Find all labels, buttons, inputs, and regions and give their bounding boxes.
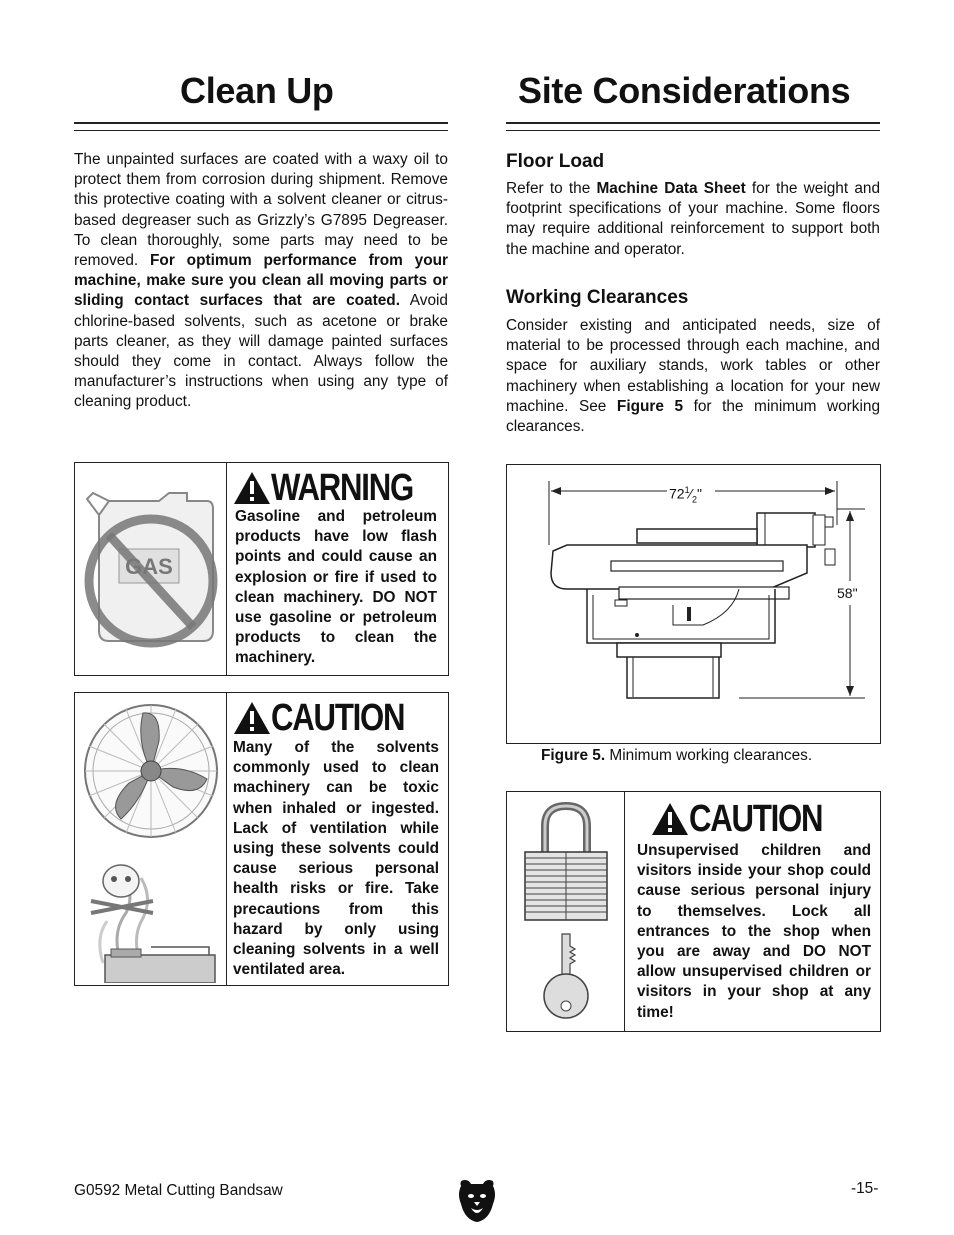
title-rule-left [74, 122, 448, 124]
caution-text-solvents: Many of the solvents commonly used to clean machinery can be toxic when inhaled or ingested. Lack of ventilation while using these solvents could cause serious personal health risks or fire. Take precautions from this hazard by only using cleaning solvents in a well ventilated area. [233, 739, 439, 979]
warning-signal-word: WARNING [233, 469, 444, 507]
footer-page-number: -15- [851, 1180, 879, 1197]
working-clearances-paragraph: Consider existing and anticipated needs, size of material to be processed through each machine, and space for auxiliary stands, work tables or other machinery when establishing a location for your new machine. See Figure 5 for the minimum working clearances. [506, 317, 881, 436]
page-title-site-considerations: Site Considerations [518, 70, 851, 111]
depth-dimension-label: 58" [837, 585, 858, 601]
alert-triangle-icon [233, 701, 271, 735]
floor-load-paragraph: Refer to the Machine Data Sheet for the weight and footprint specifications of your machine. Some floors may require additional reinforcement to support both the machine and operator. [506, 180, 881, 258]
caution-box-children [506, 791, 881, 1032]
caution-signal-word-left: CAUTION [233, 699, 434, 737]
warning-box [74, 462, 449, 676]
fan-icon [81, 701, 221, 841]
gas-label: GAS [125, 554, 173, 579]
title-rule-right [506, 122, 880, 124]
footer-model: G0592 Metal Cutting Bandsaw [74, 1182, 283, 1199]
width-dimension-label: $72^1⁄_2$" [669, 485, 702, 505]
figure-5-caption: Figure 5. Minimum working clearances. [541, 747, 813, 764]
alert-triangle-icon [233, 471, 271, 505]
floor-load-heading: Floor Load [506, 151, 605, 172]
warning-text: Gasoline and petroleum products have low flash points and could cause an explosion or fire if used to clean machinery. DO NOT use gasoline or petroleum products to clean the machinery. [235, 508, 437, 667]
caution-signal-word-right: CAUTION [651, 800, 852, 838]
padlock-key-icon [511, 796, 621, 1028]
page-title-clean-up: Clean Up [180, 70, 334, 111]
no-gas-icon [79, 481, 225, 656]
alert-triangle-icon [651, 802, 689, 836]
caution-text-children: Unsupervised children and visitors inside your shop could cause serious personal injury to themselves. Lock all entrances to the shop when you are away and DO NOT allow unsupervised children or visitors in your shop at any time! [637, 842, 871, 1021]
figure-5-box [506, 464, 881, 744]
grizzly-bear-logo-icon [457, 1178, 497, 1224]
clean-up-bold-text: For optimum performance from your machine, make sure you clean all moving parts or sliding contact surfaces that are coated. [74, 252, 448, 310]
title-rule-right-thin [506, 130, 880, 131]
clean-up-paragraph: The unpainted surfaces are coated with a waxy oil to protect them from corrosion during shipment. Remove this protective coating with a solvent cleaner or citrus-based degreaser such as Grizzly’s G7895 Degreaser. To clean thoroughly, some parts may need to be removed. For optimum performance from your machine, make sure you clean all moving parts or sliding contact surfaces that are coated. Avoid chlorine-based solvents, such as acetone or brake parts cleaner, as they will damage painted surfaces should they come in contact. Always follow the manufacturer’s instructions when using any type of cleaning product. [74, 151, 448, 411]
working-clearances-heading: Working Clearances [506, 287, 689, 308]
toxic-fumes-icon [81, 843, 221, 983]
title-rule-left-thin [74, 130, 448, 131]
caution-box-solvents [74, 692, 449, 986]
